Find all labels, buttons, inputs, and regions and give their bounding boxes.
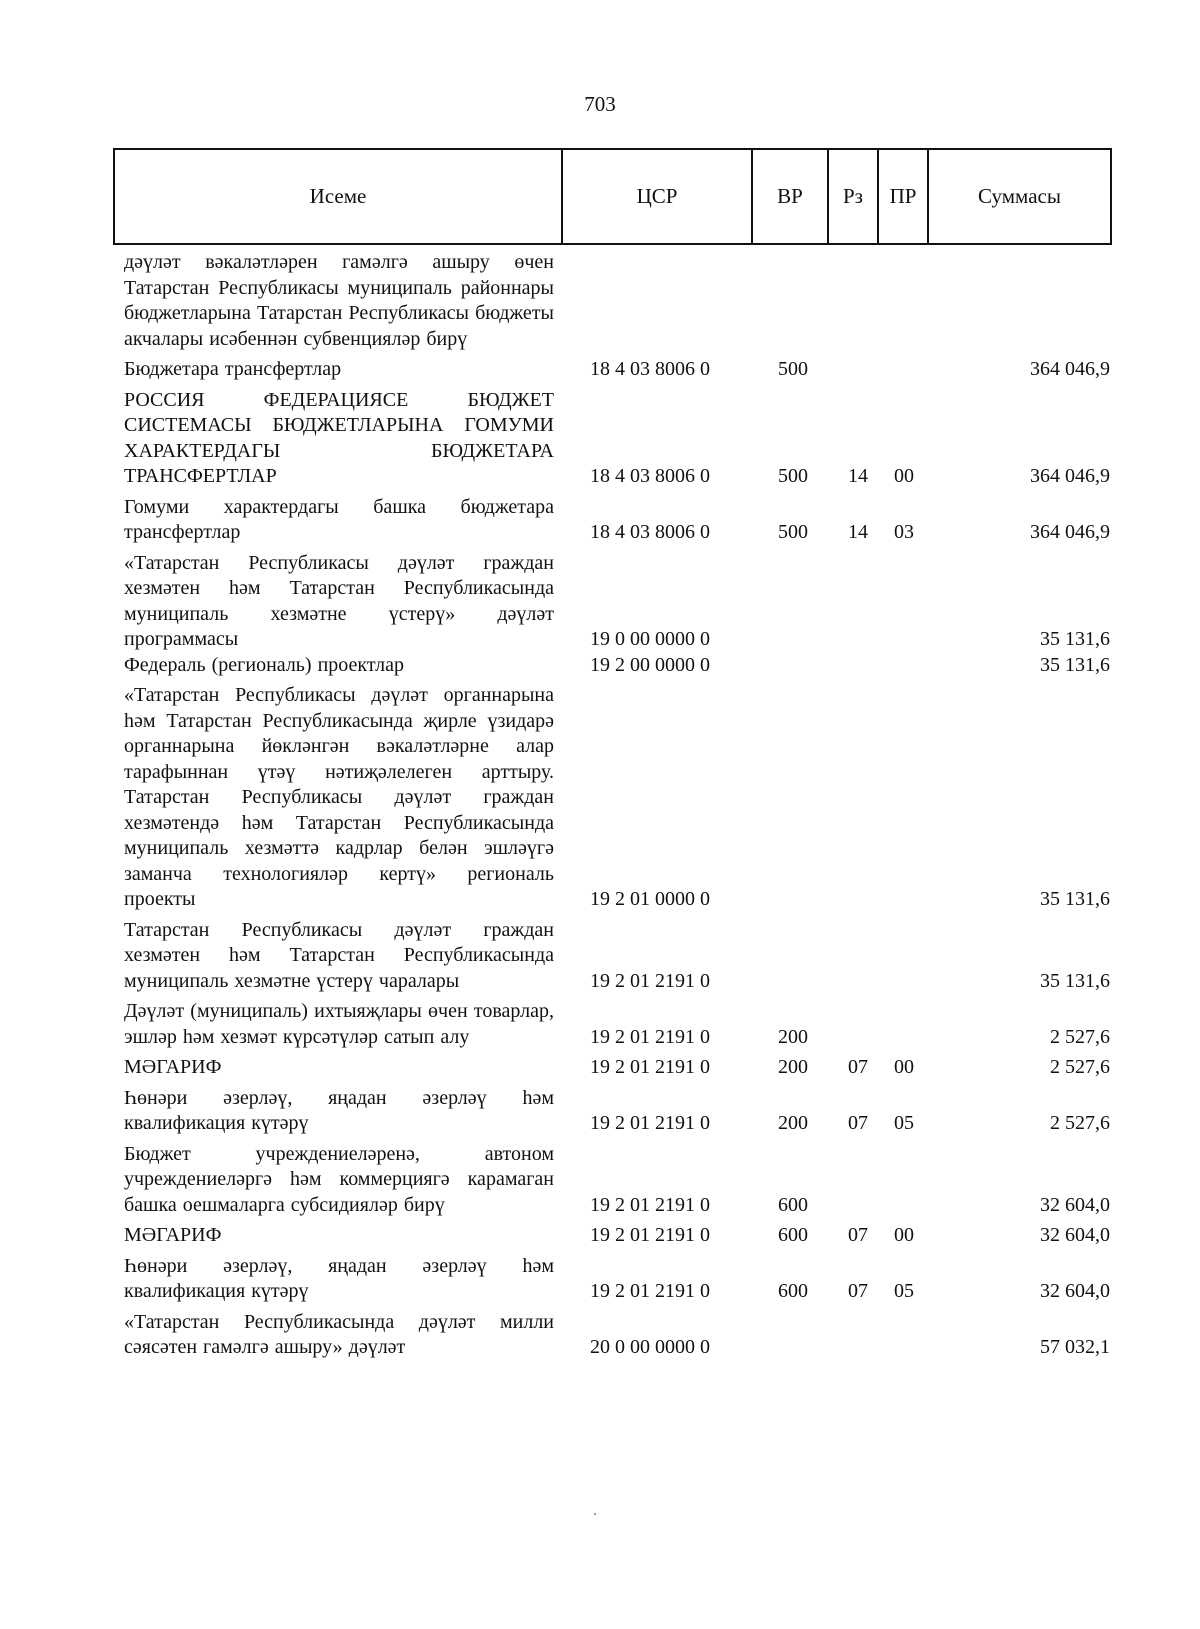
header-vr: ВР <box>753 150 829 243</box>
table-row <box>0 1310 1200 1361</box>
table-row <box>0 1086 1200 1137</box>
row-sum: 2 527,6 <box>1050 1025 1110 1048</box>
table-row <box>0 683 1200 913</box>
row-vr: 500 <box>778 358 808 380</box>
table-row <box>0 1254 1200 1305</box>
row-pr: 00 <box>894 1056 914 1078</box>
row-csr: 19 2 01 2191 0 <box>590 1280 710 1302</box>
row-rz: 07 <box>848 1056 868 1078</box>
header-csr: ЦСР <box>563 150 753 243</box>
row-vr: 200 <box>778 1112 808 1134</box>
row-vr: 500 <box>778 521 808 543</box>
table-row <box>0 357 1200 383</box>
row-name: Бюджетара трансфертлар <box>124 358 342 380</box>
row-csr: 19 2 01 2191 0 <box>590 1193 710 1216</box>
table-row <box>0 653 1200 679</box>
row-csr: 19 2 01 2191 0 <box>590 1224 710 1246</box>
table-row <box>0 1223 1200 1249</box>
row-sum: 364 046,9 <box>1030 521 1110 543</box>
row-sum: 2 527,6 <box>1050 1112 1110 1134</box>
row-csr: 19 2 01 2191 0 <box>590 1056 710 1078</box>
row-csr: 19 2 01 2191 0 <box>590 1025 710 1048</box>
row-sum: 32 604,0 <box>1040 1193 1110 1216</box>
row-csr: 20 0 00 0000 0 <box>590 1336 710 1358</box>
row-name: «Татарстан Республикасында дәүләт милли сәясәтен гамәлгә ашыру» дәүләт <box>124 1310 554 1358</box>
header-name: Исеме <box>115 150 563 243</box>
row-csr: 18 4 03 8006 0 <box>590 465 710 487</box>
row-sum: 57 032,1 <box>1040 1336 1110 1358</box>
row-pr: 05 <box>894 1280 914 1302</box>
row-name: МӘГАРИФ <box>124 1056 222 1078</box>
row-vr: 200 <box>778 1025 808 1048</box>
table-row <box>0 551 1200 653</box>
row-name: Дәүләт (муниципаль) ихтыяҗлары өчен товарлар, эшләр һәм хезмәт күрсәтүләр сатып алу <box>124 1000 554 1048</box>
row-name: дәүләт вәкаләтләрен гамәлгә ашыру өчен Татарстан Республикасы муниципаль районнары бюджетларына Татарстан Республикасы бюджеты акчалары исәбеннән субвенцияләр бирү <box>124 251 554 350</box>
row-vr: 600 <box>778 1193 808 1216</box>
row-sum: 35 131,6 <box>1040 628 1110 650</box>
table-row <box>0 250 1200 352</box>
row-sum: 2 527,6 <box>1050 1056 1110 1078</box>
row-sum: 32 604,0 <box>1040 1280 1110 1302</box>
header-sum: Суммасы <box>978 184 1061 208</box>
row-rz: 14 <box>848 465 868 487</box>
row-name: Һөнәри әзерләү, яңадан әзерләү һәм квалификация күтәрү <box>124 1254 554 1302</box>
row-vr: 500 <box>778 465 808 487</box>
row-vr: 600 <box>778 1280 808 1302</box>
row-csr: 19 2 00 0000 0 <box>590 653 710 676</box>
row-name: «Татарстан Республикасы дәүләт граждан хезмәтен һәм Татарстан Республикасында муниципаль хезмәтне үстерү» дәүләт программасы <box>124 551 554 650</box>
row-name: МӘГАРИФ <box>124 1224 222 1246</box>
table-row <box>0 495 1200 546</box>
row-name: Гомуми характердагы башка бюджетара трансфертлар <box>124 495 554 543</box>
row-csr: 19 2 01 2191 0 <box>590 1112 710 1134</box>
row-sum: 35 131,6 <box>1040 969 1110 992</box>
table-row <box>0 918 1200 995</box>
header-pr: ПР <box>879 150 929 243</box>
row-csr: 19 2 01 0000 0 <box>590 888 710 910</box>
row-csr: 18 4 03 8006 0 <box>590 358 710 380</box>
row-pr: 00 <box>894 465 914 487</box>
row-rz: 07 <box>848 1112 868 1134</box>
table-body <box>0 250 1200 1361</box>
row-vr: 200 <box>778 1056 808 1078</box>
row-pr: 03 <box>894 521 914 543</box>
scan-speck <box>594 1513 596 1515</box>
row-rz: 07 <box>848 1224 868 1246</box>
row-name: РОССИЯ ФЕДЕРАЦИЯСЕ БЮДЖЕТ СИСТЕМАСЫ БЮДЖЕТЛАРЫНА ГОМУМИ ХАРАКТЕРДАГЫ БЮДЖЕТАРА ТРАНСФЕРТЛАР <box>124 388 554 487</box>
table-row <box>0 999 1200 1050</box>
row-rz: 07 <box>848 1280 868 1302</box>
row-sum: 364 046,9 <box>1030 465 1110 487</box>
row-pr: 05 <box>894 1112 914 1134</box>
row-rz: 14 <box>848 521 868 543</box>
table-row <box>0 1142 1200 1219</box>
row-sum: 35 131,6 <box>1040 653 1110 676</box>
table-row <box>0 1055 1200 1081</box>
row-sum: 35 131,6 <box>1040 888 1110 910</box>
row-name: «Татарстан Республикасы дәүләт органнарына һәм Татарстан Республикасында җирле үзидарә органнарына йөкләнгән вәкаләтләрне алар тарафыннан үтәү нәтиҗәлелеген арттыру. Татарстан Республикасы дәүләт граждан хезмәтендә һәм Татарстан Республикасында муниципаль хезмәттә кадрлар белән эшләүгә заманча технологияләр кертү» региональ проекты <box>124 684 554 910</box>
row-sum: 32 604,0 <box>1040 1224 1110 1246</box>
row-csr: 19 0 00 0000 0 <box>590 628 710 650</box>
table-row <box>0 388 1200 490</box>
row-name: Татарстан Республикасы дәүләт граждан хезмәтен һәм Татарстан Республикасында муниципаль хезмәтне үстерү чаралары <box>124 918 554 992</box>
row-pr: 00 <box>894 1224 914 1246</box>
row-name: Һөнәри әзерләү, яңадан әзерләү һәм квалификация күтәрү <box>124 1086 554 1134</box>
row-csr: 19 2 01 2191 0 <box>590 969 710 992</box>
row-name: Бюджет учреждениеләренә, автоном учреждениеләргә һәм коммерциягә карамаган башка оешмаларга субсидияләр бирү <box>124 1142 554 1216</box>
row-name: Федераль (региональ) проектлар <box>124 653 404 676</box>
row-sum: 364 046,9 <box>1030 358 1110 380</box>
row-vr: 600 <box>778 1224 808 1246</box>
page-number: 703 <box>584 92 616 116</box>
header-rz: Рз <box>829 150 879 243</box>
table-header <box>113 148 1112 245</box>
row-csr: 18 4 03 8006 0 <box>590 521 710 543</box>
